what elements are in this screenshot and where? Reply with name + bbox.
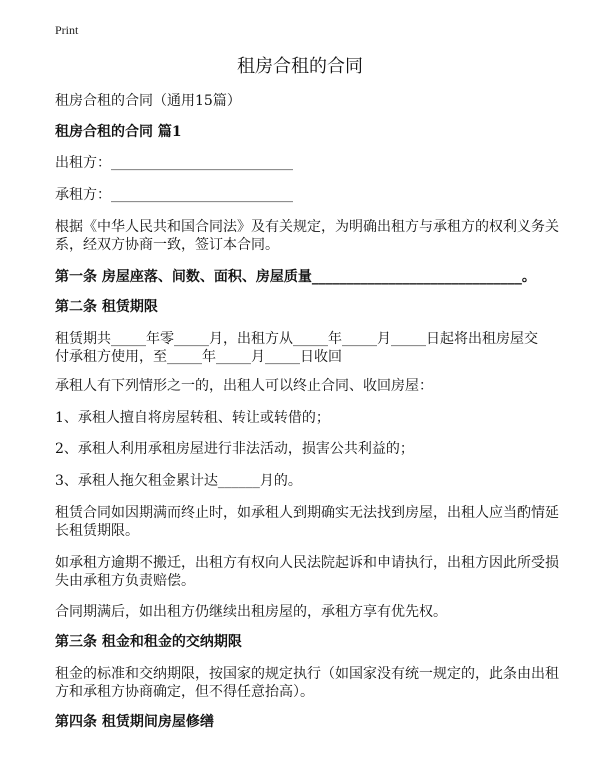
document-title: 租房合租的合同 — [237, 56, 363, 77]
paragraph-line: 失由承租方负责赔偿。 — [55, 573, 195, 589]
extension-paragraph — [55, 504, 559, 540]
article-4-heading: 第四条 租赁期间房屋修缮 — [55, 714, 214, 730]
priority-paragraph: 合同期满后，如出租方仍继续出租房屋的，承租方享有优先权。 — [55, 604, 447, 620]
rent-paragraph — [55, 665, 559, 701]
intro-paragraph — [55, 218, 559, 254]
overdue-paragraph — [55, 554, 559, 590]
paragraph-line: 租金的标准和交纳期限，按国家的规定执行（如国家没有统一规定的，此条由出租 — [55, 666, 559, 682]
section-heading: 租房合租的合同 篇1 — [55, 124, 182, 140]
paragraph-line: 租赁期共_____年零_____月，出租方从_____年_____月_____日起将出租房屋交 — [55, 331, 538, 347]
article-2-heading: 第二条 租赁期限 — [55, 299, 158, 315]
termination-conditions-paragraph: 承租人有下列情形之一的，出租人可以终止合同、收回房屋： — [55, 378, 433, 394]
paragraph-line: 付承租方使用，至_____年_____月_____日收回 — [55, 349, 342, 365]
paragraph-line: 根据《中华人民共和国合同法》及有关规定，为明确出租方与承租方的权利义务关 — [55, 219, 559, 235]
lessor-field: 出租方：__________________________ — [55, 155, 293, 171]
list-item: 3、承租人拖欠租金累计达______月的。 — [55, 473, 302, 489]
paragraph-line: 租赁合同如因期满而终止时，如承租人到期确实无法找到房屋，出租人应当酌情延 — [55, 505, 559, 521]
list-item: 2、承租人利用承租房屋进行非法活动，损害公共利益的； — [55, 441, 414, 457]
list-item: 1、承租人擅自将房屋转租、转让或转借的； — [55, 410, 330, 426]
print-link[interactable]: Print — [55, 23, 79, 37]
paragraph-line: 系，经双方协商一致，签订本合同。 — [55, 237, 279, 253]
paragraph-line: 如承租方逾期不搬迁，出租方有权向人民法院起诉和申请执行，出租方因此所受损 — [55, 555, 559, 571]
article-3-heading: 第三条 租金和租金的交纳期限 — [55, 634, 242, 650]
paragraph-line: 长租赁期限。 — [55, 523, 139, 539]
paragraph-line: 方和承租方协商确定，但不得任意抬高）。 — [55, 684, 314, 700]
article-1-heading: 第一条 房屋座落、间数、面积、房屋质量______________________________。 — [55, 269, 536, 285]
lease-term-paragraph — [55, 330, 538, 366]
lessee-field: 承租方：__________________________ — [55, 187, 293, 203]
document-subtitle: 租房合租的合同（通用15篇） — [55, 93, 241, 109]
